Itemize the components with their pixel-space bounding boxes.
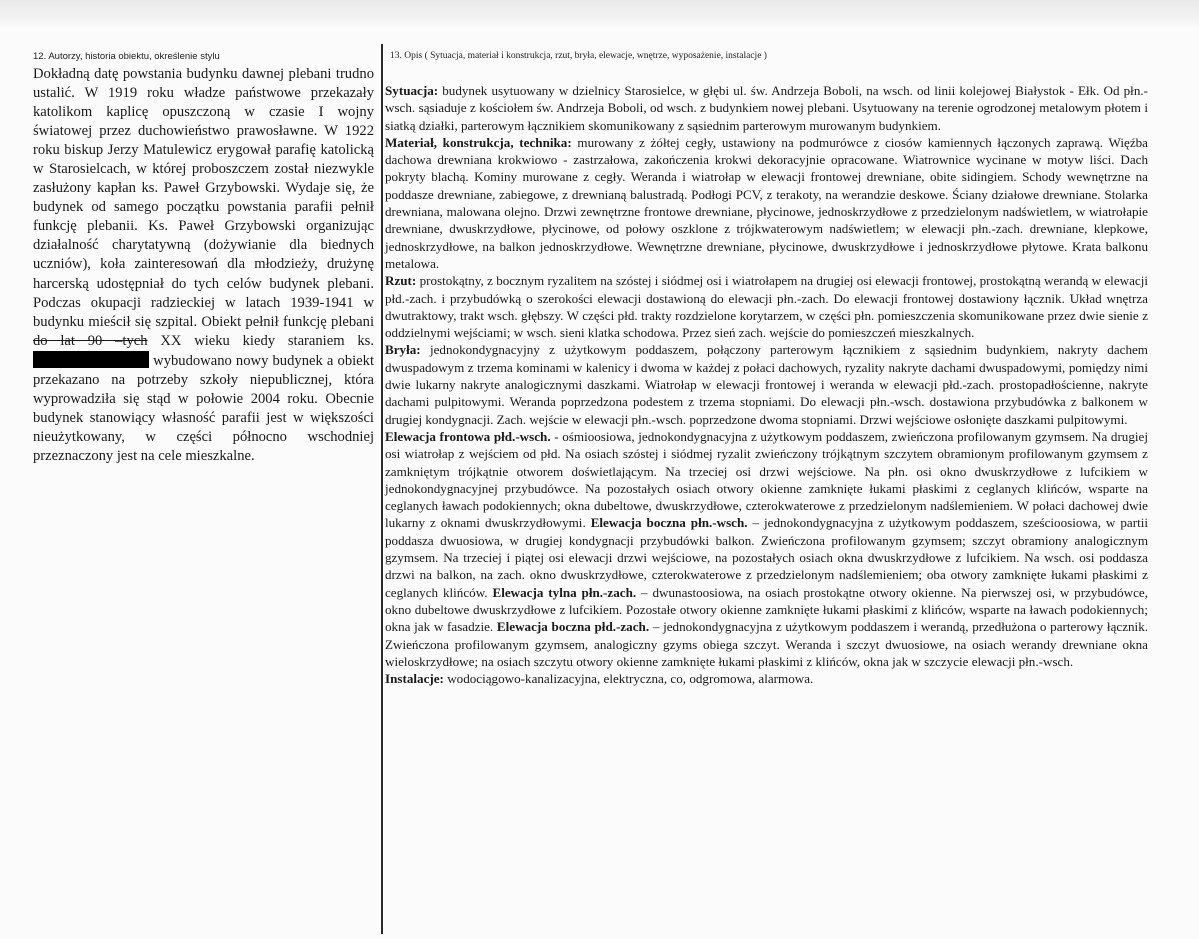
text-rzut: prostokątny, z bocznym ryzalitem na szóstej i siódmej osi i wiatrołapem na drugiej osi elewacji frontowej, prostokątną werandą w elewacji płd.-zach. i przybudówką o szerokości elewacji dostawioną do elewacji płn.-zach. Do elewacji frontowej dostawiony łącznik. Układ wnętrza dwutraktowy, trakt wsch. głębszy. W części płd. trakty rozdzielone korytarzem, w części płn. pomieszczenia skomunikowane przez dwie sienie z oddzielnymi wejściami; w wsch. sieni klatka schodowa. Przez sień zach. wejście do pomieszczeń mieszkalnych. <box>385 273 1148 341</box>
section-13-header: 13. Opis ( Sytuacja, materiał i konstrukcja, rzut, bryła, elewacje, wnętrze, wyposażenie, instalacje ) <box>390 51 767 61</box>
paragraph-elewacje <box>385 428 1148 670</box>
text-instalacje: wodociągowo-kanalizacyjna, elektryczna, co, odgromowa, alarmowa. <box>447 671 814 687</box>
text-front: - ośmioosiowa, jednokondygnacyjna z użytkowym poddaszem, zwieńczona profilowanym gzymsem. Na drugiej osi wiatrołap z wejściem od płd. Na osiach szóstej i siódmej ryzalit zwieńczony trójkątnym szczytem obramionym profilowanym gzymsem z zamkniętym trójkątnie otworem doświetlającym. Na trzeciej osi drzwi wejściowe. Na płn. osi okno dwuskrzydłowe z lufcikiem w jednokondygnacyjnej przybudówce. Na pozostałych osiach otwory okienne zamknięte łukami płaskimi z ceglanych klińców, wsparte na ceglanych ławach podokiennych; okna dubeltowe, dwuskrzydłowe, czterokwaterowe z przedzielonym nadślemieniem. W połaci dachowej dwie lukarny z oknami dwuskrzydłowymi. <box>385 428 1148 531</box>
history-part-3: wybudowano nowy budynek a obiekt przekazano na potrzeby szkoły niepublicznej, która wyprowadziła się stąd w połowie 2004 roku. Obecnie budynek stanowiący własność parafii jest w większości nieużytkowany, w części północno wschodniej przeznaczony jest na cele mieszkalne. <box>33 352 375 464</box>
label-sytuacja: Sytuacja: <box>385 83 439 98</box>
text-rear: – dwunastoosiowa, na osiach prostokątne otwory okienne. Na pierwszej osi, w przybudówce, okno dubeltowe dwuskrzydłowe z lufcikiem. Pozostałe otwory okienne zamknięte łukami płaskimi z klińców, wsparte na ławach podokiennych; okna jak w fasadzie. <box>385 584 1148 635</box>
history-part-2: XX wieku kiedy staraniem ks. <box>160 332 374 349</box>
text-sytuacja: budynek usytuowany w dzielnicy Starosielce, w głębi ul. św. Andrzeja Boboli, na wsch. od linii kolejowej Białystok - Ełk. Od płn.-wsch. sąsiaduje z kościołem św. Andrzeja Boboli, od wsch. z budynkiem nowej plebani. Usytuowany na terenie ogrodzonej metalowym płotem i siatką działki, parterowym łącznikiem skomunikowany z sąsiednim parterowym murowanym budynkiem. <box>385 83 1148 133</box>
paragraph-rzut <box>385 272 1148 341</box>
text-bryla: jednokondygnacyjny z użytkowym poddaszem, połączony parterowym łącznikiem z sąsiednim budynkiem, nakryty dachem dwuspadowym z trzema kominami w kalenicy i dwoma w każdej z połaci dachowych, ryzality nakryte dachami dwuspadowymi, pomiędzy nimi dwie lukarny nakryte analogicznymi daszkami. Wiatrołap w elewacji frontowej i weranda w elewacji płd.-zach. prostopadłościenne, nakryte dachami pulpitowymi. Weranda poprzedzona podestem z trzema stopniami. Do elewacji płn.-wsch. dostawiona przybudówka z balkonem w drugiej kondygnacji. Zach. wejście w elewacji płn.-wsch. poprzedzone dwoma stopniami. Drzwi wejściowe osłonięte daszkami pulpitowymi. <box>385 342 1148 427</box>
label-instalacje: Instalacje: <box>385 671 444 687</box>
redacted-name <box>33 351 149 368</box>
label-front: Elewacja frontowa płd.-wsch. <box>385 428 551 444</box>
text-side2: – jednokondygnacyjna z użytkowym poddaszem i werandą, przedłużona o parterowy łącznik. Zwieńczona profilowanym gzymsem, analogiczny gzyms obiega szczyt. Weranda i szczyt dwuosiowe, na osiach werandy drewniane okna wieloskrzydłowe; na osiach szczytu otwory okienne zamknięte łukami płaskimi z klińców, okna jak w szczycie elewacji płn.-wsch. <box>385 619 1149 669</box>
paragraph-sytuacja <box>385 82 1148 134</box>
label-bryla: Bryła: <box>385 342 421 358</box>
label-material: Materiał, konstrukcja, technika: <box>385 134 572 150</box>
scan-shadow <box>0 0 1199 30</box>
history-text <box>33 65 374 466</box>
label-rzut: Rzut: <box>385 273 417 289</box>
section-12-header: 12. Autorzy, historia obiektu, określenie stylu <box>33 51 220 62</box>
text-material: murowany z żółtej cegły, ustawiony na podmurówce z ciosów kamiennych łączonych zaprawą. Więźba dachowa drewniana krokwiowo - zastrzałowa, zakończenia krokwi dekoracyjnie opracowane. Wiatrownice wycinane w motyw liści. Dach pokryty blachą. Kominy murowane z cegły. Weranda i wiatrołap w elewacji frontowej drewniane, obite sidingiem. Schody wewnętrzne na poddasze drewniane, zabiegowe, z drewnianą balustradą. Podłogi PCV, z terakoty, na werandzie deskowe. Ściany działowe drewniane. Stolarka drewniana, malowana olejno. Drzwi zewnętrzne frontowe drewniane, płycinowe, jednoskrzydłowe z przedzielonym nadświetlem, w wiatrołapie drewniane, dwuskrzydłowe, płycinowe, od połowy oszklone z trójkwaterowym nadświetlem; w elewacji płn.-zach. drewniane, klepkowe, jednoskrzydłowe, na balkon jednoskrzydłowe. Wewnętrzne drewniane, płycinowe, dwuskrzydłowe i jednoskrzydłowe płytowe. Krata balkonu metalowa. <box>385 134 1148 271</box>
history-part-1: Dokładną datę powstania budynku dawnej plebani trudno ustalić. W 1919 roku władze państwowe przekazały katolikom kaplicę opuszczoną w czasie I wojny światowej przez duchowieństwo prawosławne. W 1922 roku biskup Jerzy Matulewicz erygował parafię katolicką w Starosielcach, w której proboszczem został niezwykle zasłużony kapłan ks. Paweł Grzybowski. Wydaje się, że budynek od samego początku powstania parafii pełnił funkcję plebanii. Ks. Paweł Grzybowski organizując działalność charytatywną (dożywianie dla biednych uczniów), koła zainteresowań dla młodzieży, drużynę harcerską udostępniał do tych celów budynek plebani. Podczas okupacji radzieckiej w latach 1939-1941 w budynku mieścił się szpital. Obiekt pełnił funkcję plebani <box>33 66 374 330</box>
history-column <box>33 65 374 466</box>
paragraph-bryla <box>385 341 1148 427</box>
paragraph-instalacje <box>385 670 1148 687</box>
text-side: – jednokondygnacyjna z użytkowym poddaszem, sześcioosiowa, w partii poddasza dwuosiowa, w drugiej kondygnacji przybudówki balkon. Zwieńczona profilowanym gzymsem; szczyt obramiony analogicznym gzymsem. Na trzeciej i piątej osi elewacji drzwi wejściowe, na pozostałych osiach okna dwuskrzydłowe z lufcikiem. Na wsch. osi poddasza drzwi na balkon, na zach. okno dwuskrzydłowe, czterokwaterowe z przedzielonym nadślemieniem; oba otwory zamknięte łukami płaskimi z ceglanych klińców. <box>385 515 1148 600</box>
history-struck-text: do lat 90 –tych <box>33 332 148 349</box>
paragraph-material <box>385 134 1148 272</box>
label-side: Elewacja boczna płn.-wsch. <box>590 515 748 531</box>
label-side2: Elewacja boczna płd.-zach. <box>496 619 650 635</box>
description-column <box>385 82 1148 687</box>
column-divider <box>381 44 383 934</box>
label-rear: Elewacja tylna płn.-zach. <box>492 584 637 600</box>
